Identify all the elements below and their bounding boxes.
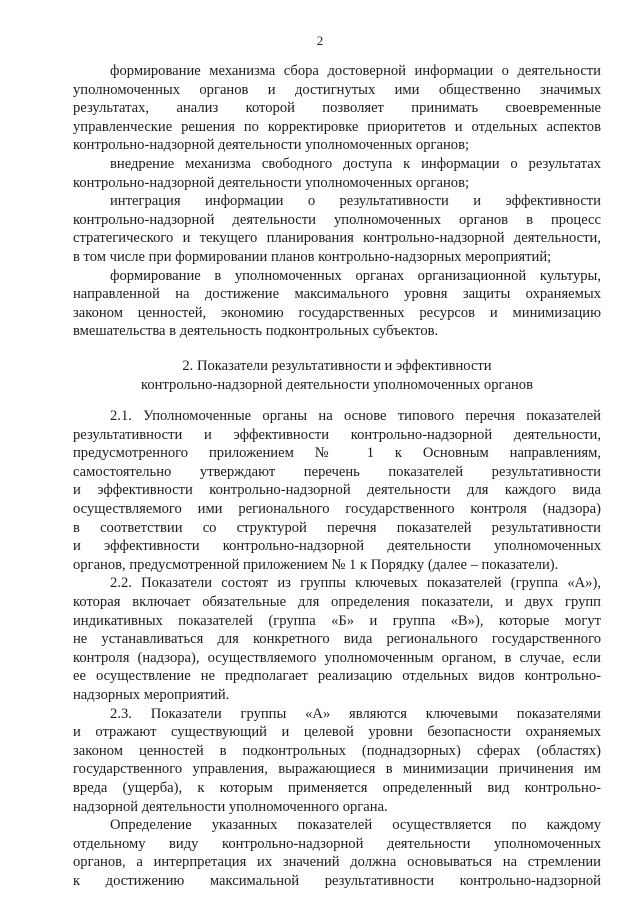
paragraph <box>73 816 601 890</box>
text-line: результативности и эффективности контрольно-надзорной деятельности, <box>73 426 601 443</box>
text-line: в том числе при формировании планов контрольно-надзорных мероприятий; <box>73 248 552 265</box>
text-line: направленной на достижение максимального уровня защиты охраняемых <box>73 286 601 303</box>
text-line: 2.3. Показатели группы «А» являются ключевыми показателями <box>110 705 601 722</box>
text-line: 2.2. Показатели состоят из группы ключевых показателей (группа «А»), <box>110 575 601 592</box>
text-line: и эффективности контрольно-надзорной деятельности для каждого вида <box>73 482 601 499</box>
text-line: стратегического и текущего планирования контрольно-надзорной деятельности, <box>73 230 601 247</box>
text-line: в соответствии со структурой перечня показателей результативности <box>73 519 601 536</box>
text-line: индикативных показателей (группа «Б» и группа «В»), которые могут <box>73 612 601 629</box>
text-line: самостоятельно утверждают перечень показателей результативности <box>73 463 601 480</box>
text-line: контроля (надзора), осуществляемого уполномоченным органом, в случае, если <box>73 649 601 666</box>
paragraph <box>73 62 601 155</box>
text-line: законом ценностей, экономию государственных ресурсов и минимизацию <box>73 304 601 321</box>
text-line: надзорных мероприятий. <box>73 687 230 703</box>
text-line: внедрение механизма свободного доступа к информации о результатах <box>110 155 601 172</box>
text-line: уполномоченных органов и достигнутых ими общественно значимых <box>73 81 601 98</box>
text-line: ее осуществление не предполагает реализацию отдельных видов контрольно- <box>73 668 601 685</box>
text-line: органов, а интерпретация их значений должна основываться на стремлении <box>73 854 601 871</box>
text-line: к достижению максимальной результативности контрольно-надзорной <box>73 872 601 889</box>
paragraph <box>73 267 601 341</box>
text-line: управленческие решения по корректировке приоритетов и отдельных аспектов <box>73 118 601 135</box>
text-line: и эффективности контрольно-надзорной деятельности уполномоченных <box>73 538 601 555</box>
text-line: вреда (ущерба), к которым применяется определенный вид контрольно- <box>73 779 601 796</box>
text-line: которая включает обязательные для определения показатели, и двух групп <box>73 594 601 611</box>
text-line: контрольно-надзорной деятельности уполномоченных органов в процесс <box>73 211 601 228</box>
text-line: отдельному виду контрольно-надзорной деятельности уполномоченных <box>73 835 601 852</box>
paragraph <box>73 574 601 704</box>
text-line: формирование в уполномоченных органах организационной культуры, <box>110 267 601 284</box>
text-line: результатах, анализ которой позволяет принимать своевременные <box>73 100 601 117</box>
text-line: контрольно-надзорной деятельности уполномоченных органов; <box>73 174 470 191</box>
text-line: вмешательства в деятельность подконтрольных субъектов. <box>73 323 439 340</box>
text-line: контрольно-надзорной деятельности уполномоченных органов; <box>73 137 470 154</box>
text-line: интеграция информации о результативности и эффективности <box>110 193 601 210</box>
text-line: Определение указанных показателей осуществляется по каждому <box>110 817 601 834</box>
text-line: осуществляемого ими регионального государственного контроля (надзора) <box>73 501 601 518</box>
document-body <box>73 62 601 891</box>
text-line: органов, предусмотренной приложением № 1 к Порядку (далее – показатели). <box>73 556 559 573</box>
heading-line: контрольно-надзорной деятельности уполномоченных органов <box>141 376 533 393</box>
text-line: 2.1. Уполномоченные органы на основе типового перечня показателей <box>110 408 601 425</box>
paragraph <box>73 192 601 266</box>
heading-line: 2. Показатели результативности и эффективности <box>182 357 492 374</box>
page-number: 2 <box>316 33 324 48</box>
paragraph <box>73 155 601 192</box>
text-line: государственного управления, выражающиеся в минимизации причинения им <box>73 761 601 778</box>
text-line: предусмотренного приложением № 1 к Основным направлениям, <box>73 445 601 462</box>
paragraph <box>73 705 601 817</box>
paragraph <box>73 407 601 574</box>
text-line: надзорной деятельности уполномоченного органа. <box>73 798 388 815</box>
text-line: и отражают существующий и целевой уровни безопасности охраняемых <box>73 724 601 741</box>
text-line: не устанавливаться для конкретного вида регионального государственного <box>73 631 601 648</box>
section-heading <box>73 357 601 394</box>
text-line: формирование механизма сбора достоверной информации о деятельности <box>110 63 601 79</box>
text-line: законом ценностей в подконтрольных (поднадзорных) сферах (областях) <box>73 742 601 759</box>
